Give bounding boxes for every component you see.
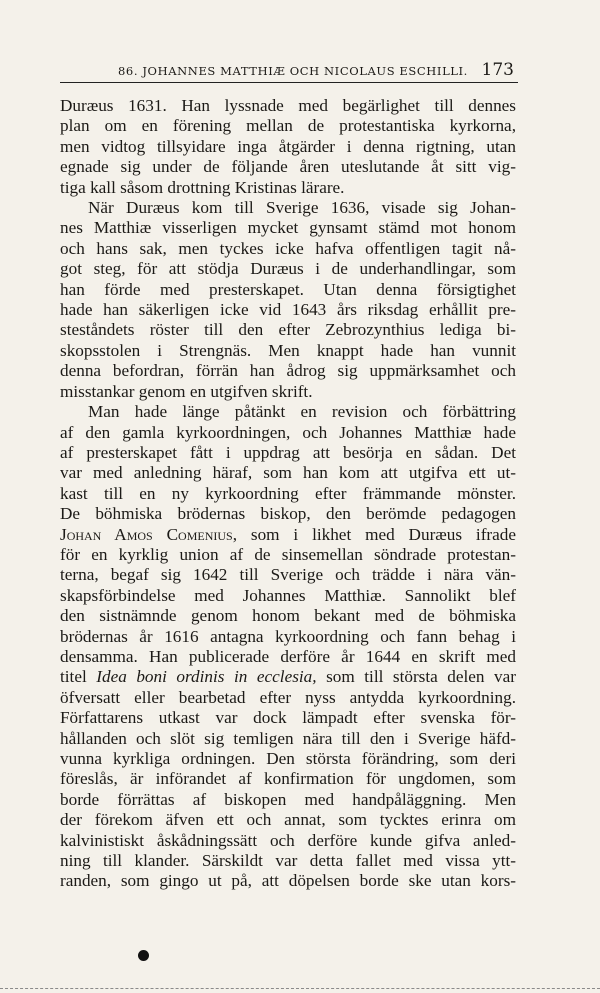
text-line — [60, 484, 516, 504]
text-line-main: kast till en ny kyrkoordning efter främmande mönster. — [60, 483, 516, 503]
text-line — [60, 708, 516, 728]
text-line — [60, 545, 516, 565]
text-line — [60, 810, 516, 830]
text-line — [60, 300, 516, 320]
text-line — [60, 749, 516, 769]
section-title: 86. JOHANNES MATTHIÆ OCH NICOLAUS ESCHILLI. — [118, 64, 468, 78]
text-line — [60, 382, 516, 402]
text-line — [60, 790, 516, 810]
text-line — [60, 565, 516, 585]
text-line — [60, 729, 516, 749]
text-line-main: Duræus 1631. Han lyssnade med begärlighet till dennes — [60, 96, 516, 115]
text-line-main: föreslås, är införandet af konfirmation för ungdomen, som — [60, 769, 516, 789]
text-line-main: densamma. Han publicerade derföre år 1644 en skrift med — [60, 646, 516, 666]
text-line — [60, 504, 516, 524]
text-line — [60, 361, 516, 381]
text-line-main: titel — [60, 667, 97, 687]
text-line — [60, 280, 516, 300]
text-line-main: var med anledning häraf, som han kom att utgifva ett ut- — [60, 463, 516, 483]
text-line — [60, 831, 516, 851]
text-line — [60, 157, 516, 177]
text-line — [60, 688, 516, 708]
text-line — [60, 586, 516, 606]
text-line-main: der förekom äfven ett och annat, som tycktes erinra om — [60, 810, 516, 830]
text-line-main: got steg, för att stödja Duræus i de underhandlingar, som — [60, 259, 516, 279]
text-line-main: brödernas år 1616 antagna kyrkoordning och fann behag i — [60, 626, 516, 646]
text-line-main: denna befordran, förrän han ådrog sig uppmärksamhet och — [60, 361, 516, 381]
body-text — [60, 96, 516, 892]
text-line — [60, 647, 516, 667]
text-line-main: plan om en förening mellan de protestantiska kyrkorna, — [60, 116, 516, 136]
text-line-main: den sistnämnde genom honom bekant med de böhmiska — [60, 606, 516, 626]
text-line — [60, 525, 516, 545]
text-line — [60, 627, 516, 647]
text-line-rest: , som i likhet med Duræus ifrade — [232, 524, 516, 544]
text-line-main: af presterskapet fått i uppdrag att besörja en sådan. Det — [60, 442, 516, 462]
text-line-main: vunna kyrkliga ordningen. Den största förändring, som deri — [60, 749, 516, 768]
text-line — [60, 402, 516, 422]
text-line — [60, 769, 516, 789]
text-line-main: men vidtog tillsyidare inga åtgärder i denna rigtning, utan — [60, 136, 516, 156]
text-line — [60, 239, 516, 259]
text-line — [60, 606, 516, 626]
text-line-main: af den gamla kyrkoordningen, och Johannes Matthiæ hade — [60, 422, 516, 442]
text-line-main: tiga kall såsom drottning Kristinas lärare. — [60, 177, 345, 197]
text-line-main: Man hade länge påtänkt en revision och förbättring — [88, 402, 516, 422]
small-caps-name: Johan Amos Comenius — [60, 524, 233, 544]
text-line-main: terna, begaf sig 1642 till Sverige och trädde i nära vän- — [60, 565, 516, 585]
text-line-main: misstankar genom en utgifven skrift. — [60, 381, 313, 401]
text-line — [60, 259, 516, 279]
running-header — [60, 60, 518, 83]
text-line-main: Författarens utkast var dock lämpadt efter svenska för- — [60, 708, 516, 728]
page-number: 173 — [481, 60, 514, 80]
text-line-main: egnade sig under de följande åren uteslutande åt sitt vig- — [60, 157, 516, 177]
text-line-main: kalvinistiskt åskådningssätt och derföre kunde gifva anled- — [60, 830, 516, 850]
page-edge-rule — [0, 988, 600, 989]
text-line — [60, 198, 516, 218]
text-line — [60, 667, 516, 687]
text-line — [60, 851, 516, 871]
text-line-main: borde förrättas af biskopen med handpåläggning. Men — [60, 789, 516, 809]
text-line — [60, 463, 516, 483]
text-line-main: hållanden och slöt sig temligen nära till den i Sverige häfd- — [60, 728, 516, 748]
text-line — [60, 178, 516, 198]
text-line-main: öfversatt eller bearbetad efter nyss antydda kyrkoordning. — [60, 687, 516, 707]
text-line — [60, 137, 516, 157]
text-line-main: skapsförbindelse med Johannes Matthiæ. Sannolikt blef — [60, 585, 516, 605]
text-line-main: han förde med presterskapet. Utan denna försigtighet — [60, 279, 516, 299]
italic-title: Idea boni ordinis in ecclesia, — [96, 667, 317, 687]
text-line — [60, 320, 516, 340]
text-line-main: för en kyrklig union af de sinsemellan söndrade protestan- — [60, 544, 516, 564]
text-line-main: skopsstolen i Strengnäs. Men knappt hade han vunnit — [60, 340, 516, 360]
text-line-main: nes Matthiæ visserligen mycket gynsamt stämd mot honom — [60, 218, 516, 238]
text-line-main: ning till klander. Särskildt var detta fallet med vissa ytt- — [60, 851, 516, 871]
text-line — [60, 443, 516, 463]
text-line-main: När Duræus kom till Sverige 1636, visade sig Johan- — [88, 198, 516, 218]
ink-dot — [138, 950, 149, 961]
text-line — [60, 423, 516, 443]
text-line-main: De böhmiska brödernas biskop, den berömde pedagogen — [60, 504, 516, 524]
text-line — [60, 871, 516, 891]
text-line-main: randen, som gingo ut på, att döpelsen borde ske utan kors- — [60, 871, 516, 891]
text-line — [60, 341, 516, 361]
text-line-main: hade han säkerligen icke vid 1643 års riksdag erhållit pre- — [60, 300, 516, 320]
text-line-rest: som till största delen var — [316, 667, 516, 687]
text-line-main: och hans sak, men tyckes icke hafva offentligen tagit nå- — [60, 238, 516, 258]
text-line — [60, 96, 516, 116]
text-line — [60, 218, 516, 238]
text-line — [60, 116, 516, 136]
text-line-main: steståndets röster till den efter Zebrozynthius lediga bi- — [60, 320, 516, 340]
